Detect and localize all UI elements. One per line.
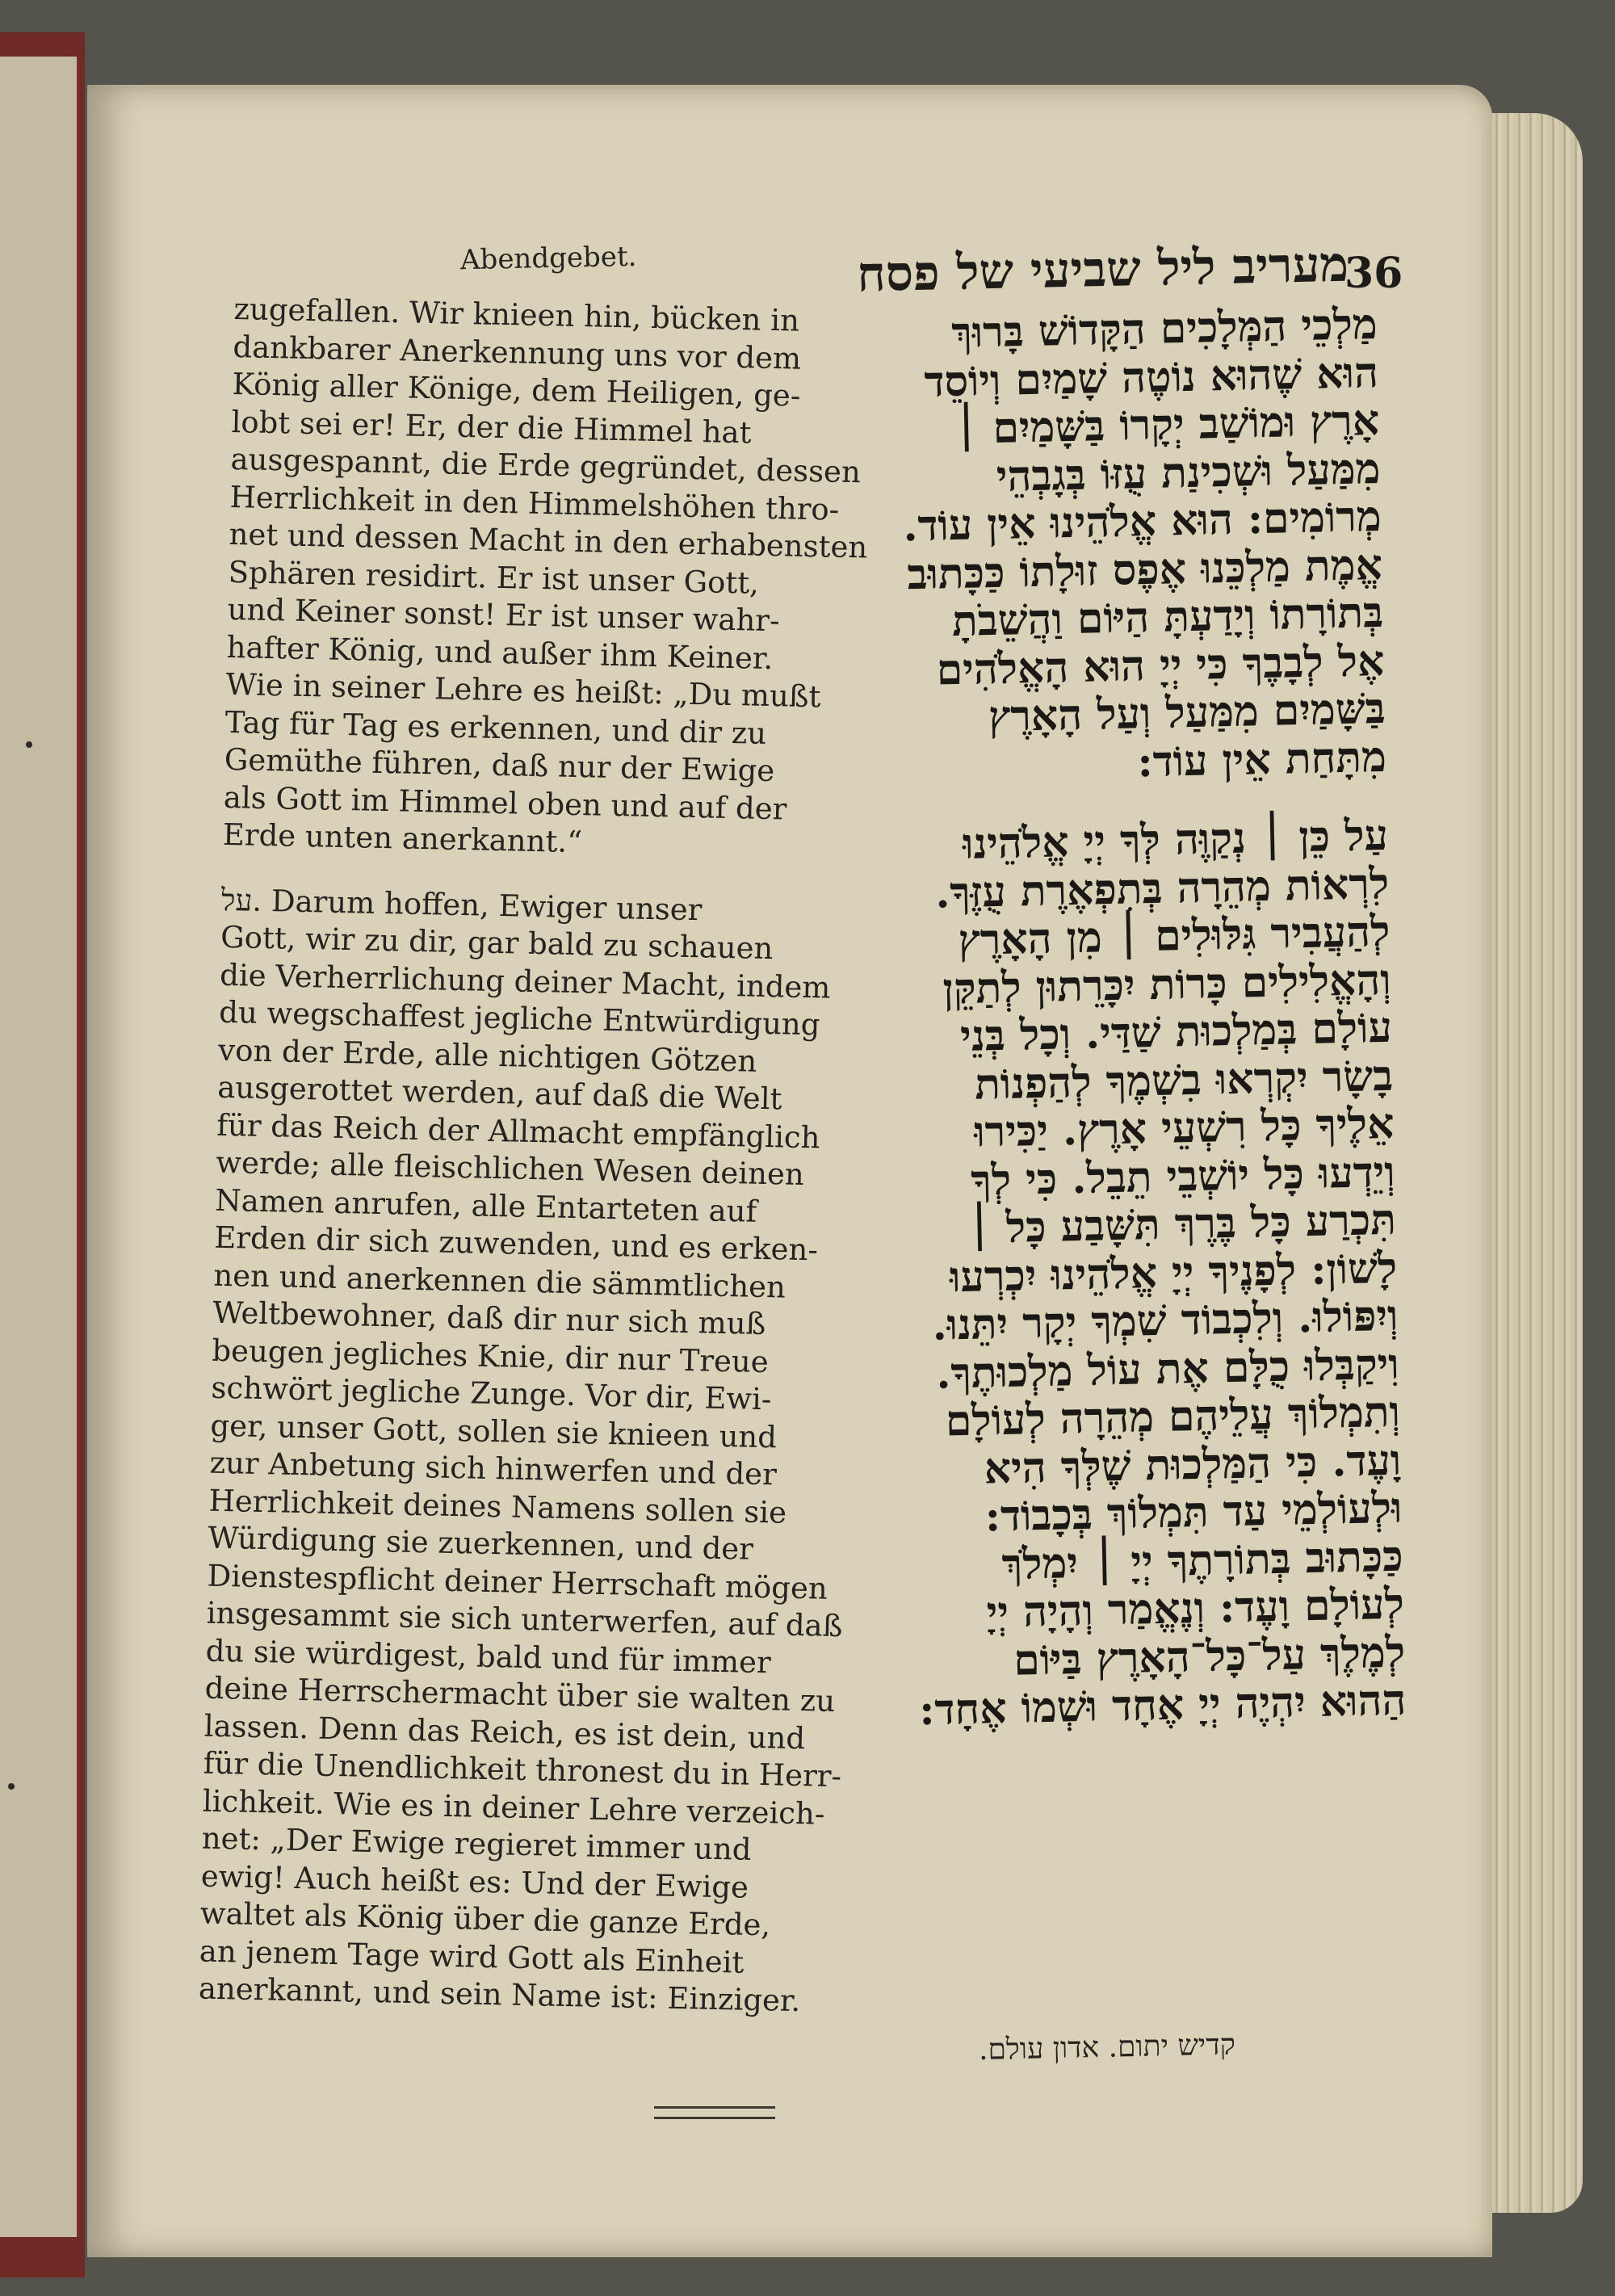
- german-line: du sie würdigest, bald und für immer: [205, 1633, 772, 1680]
- german-line: die Verherrlichung deiner Macht, indem: [219, 957, 831, 1005]
- hebrew-line: לְמֶלֶךְ עַל־כָּל־הָאָרֶץ בַּיּוֹם: [1013, 1627, 1406, 1685]
- german-line: Erde unten anerkannt.“: [222, 816, 583, 860]
- german-line: Wie in seiner Lehre es heißt: „Du mußt: [225, 666, 821, 715]
- hebrew-line: לִרְאוֹת מְהֵרָה בְּתִפְאֶרֶת עֻזֶּךָ.: [934, 858, 1390, 918]
- german-line: Namen anrufen, alle Entarteten auf: [214, 1182, 757, 1229]
- hebrew-line: בְּתוֹרָתוֹ וְיָדַעְתָּ הַיּוֹם וַהֲשֵׁבֹתָ: [951, 587, 1384, 647]
- german-line: nen und anerkennen die sämmtlichen: [213, 1257, 787, 1305]
- hebrew-line: וָעֶד. כִּי הַמַּלְכוּת שֶׁלְּךָ הִיא: [984, 1435, 1402, 1493]
- page-number: 36: [1344, 249, 1403, 298]
- german-line: dankbarer Anerkennung uns vor dem: [233, 329, 802, 376]
- german-line: lichkeit. Wie es in deiner Lehre verzeich-: [202, 1783, 825, 1832]
- german-line: deine Herrschermacht über sie walten zu: [204, 1670, 836, 1719]
- german-line: zur Anbetung sich hinwerfen und der: [209, 1445, 778, 1492]
- german-line: hafter König, und außer ihm Keiner.: [226, 629, 774, 676]
- hebrew-line: מַלְכֵי הַמְּלָכִים הַקָּדוֹשׁ בָּרוּךְ: [950, 300, 1378, 359]
- hebrew-line: הַהוּא יִהְיֶה יְיָ אֶחָד וּשְׁמוֹ אֶחָד:: [918, 1675, 1407, 1736]
- hebrew-line: תִּכְרַע כָּל בֶּרֶךְ תִּשָּׁבַע כָּל ׀: [967, 1194, 1397, 1253]
- german-line: anerkannt, und sein Name ist: Einziger.: [198, 1971, 801, 2019]
- hebrew-line: לָשׁוֹן: לְפָנֶיךָ יְיָ אֱלֹהֵינוּ יִכְרְעוּ: [949, 1243, 1398, 1302]
- german-line: על. Darum hoffen, Ewiger unser: [220, 882, 703, 927]
- german-paragraph-2: [198, 881, 843, 2019]
- hebrew-line: אֶל לְבָבֶךָ כִּי יְיָ הוּא הָאֱלֹהִים: [936, 636, 1385, 695]
- german-line: Würdigung sie zuerkennen, und der: [208, 1520, 754, 1567]
- german-line: Weltbewohner, daß dir nur sich muß: [212, 1295, 766, 1342]
- hebrew-line: אָרֶץ וּמוֹשַׁב יְקָרוֹ בַּשָּׁמַיִם ׀: [954, 395, 1380, 454]
- hebrew-line: וּלְעוֹלְמֵי עַד תִּמְלוֹךְ בְּכָבוֹד:: [984, 1483, 1403, 1542]
- german-line: König aller Könige, dem Heiligen, ge-: [232, 366, 801, 413]
- hebrew-running-head: מעריב ליל שביעי של פסח: [856, 236, 1349, 304]
- margin-mark: [8, 1783, 15, 1790]
- left-page-edge: [0, 57, 79, 2237]
- german-line: als Gott im Himmel oben und auf der: [223, 779, 787, 826]
- german-line: Herrlichkeit deines Namens sollen sie: [208, 1483, 787, 1530]
- german-line: und Keiner sonst! Er ist unser wahr-: [227, 591, 780, 639]
- hebrew-line: אֱמֶת מַלְכֵּנוּ אֶפֶס זוּלָתוֹ כַּכָּתוּב: [906, 539, 1383, 599]
- german-line: ausgerottet werden, auf daß die Welt: [216, 1069, 782, 1117]
- german-line: Gott, wir zu dir, gar bald zu schauen: [220, 919, 774, 967]
- german-line: Gemüthe führen, daß nur der Ewige: [224, 741, 775, 789]
- hebrew-line: כַּכָּתוּב בְּתוֹרָתֶךָ יְיָ ׀ יִמְלֹךְ: [1000, 1531, 1404, 1589]
- hebrew-line: לְעוֹלָם וָעֶד: וְנֶאֱמַר וְהָיָה יְיָ: [986, 1579, 1405, 1638]
- german-line: net und dessen Macht in den erhabensten: [229, 516, 868, 565]
- double-rule-divider: [654, 2106, 775, 2119]
- german-line: Erden dir sich zuwenden, und es erken-: [213, 1219, 819, 1268]
- hebrew-line: מְרוֹמִים: הוּא אֱלֹהֵינוּ אֵין עוֹד.: [902, 491, 1382, 552]
- german-line: für das Reich der Allmacht empfänglich: [216, 1107, 820, 1155]
- hebrew-line: וְיִפּוֹלוּ. וְלִכְבוֹד שִׁמְךָ יְקָר יִתֵּנוּ.: [931, 1291, 1399, 1350]
- hebrew-line: וִיקַבְּלוּ כֻלָּם אֶת עוֹל מַלְכוּתֶךָ.: [935, 1339, 1400, 1399]
- hebrew-line: מִמַּעַל וּשְׁכִינַת עֻזּוֹ בְּגָבְהֵי: [996, 443, 1381, 502]
- hebrew-line: עוֹלָם בְּמַלְכוּת שַׁדַּי. וְכָל בְּנֵי: [959, 1002, 1393, 1061]
- margin-mark: [26, 741, 32, 748]
- german-line: insgesammt sie sich unterwerfen, auf daß: [206, 1595, 843, 1644]
- german-line: Sphären residirt. Er ist unser Gott,: [228, 554, 760, 601]
- german-line: du wegschaffest jegliche Entwürdigung: [218, 994, 820, 1043]
- german-line: beugen jegliches Knie, dir nur Treue: [212, 1333, 770, 1379]
- hebrew-line: בָשָׂר יִקְרְאוּ בִשְׁמֶךָ לְהַפְנוֹת: [974, 1051, 1394, 1110]
- german-line: Herrlichkeit in den Himmelshöhen thro-: [229, 479, 840, 527]
- german-line: werde; alle fleischlichen Wesen deinen: [215, 1144, 805, 1193]
- hebrew-line: וְיֵדְעוּ כָּל יוֹשְׁבֵי תֵבֵל. כִּי לְךָ: [970, 1147, 1396, 1206]
- german-line: ger, unser Gott, sollen sie knieen und: [210, 1408, 778, 1454]
- hebrew-line: בַּשָּׁמַיִם מִמַּעַל וְעַל הָאָרֶץ: [988, 683, 1386, 742]
- german-line: zugefallen. Wir knieen hin, bücken in: [233, 291, 800, 338]
- german-line: Tag für Tag es erkennen, und dir zu: [224, 704, 767, 751]
- hebrew-line: לְהַעֲבִיר גִּלּוּלִים ׀ מִן הָאָרֶץ: [958, 906, 1391, 966]
- hebrew-line: הוּא שֶׁהוּא נוֹטֶה שָׁמַיִם וְיוֹסֵד: [923, 347, 1379, 407]
- german-line: für die Unendlichkeit thronest du in Herr-: [203, 1745, 842, 1794]
- german-running-head: Abendgebet.: [459, 240, 637, 277]
- german-line: an jenem Tage wird Gott als Einheit: [199, 1933, 745, 1980]
- hebrew-line: וְהָאֱלִילִים כָּרוֹת יִכָּרֵתוּן לְתַקֵּן: [942, 955, 1392, 1014]
- german-line: waltet als König über die ganze Erde,: [199, 1895, 771, 1943]
- german-line: net: „Der Ewige regieret immer und: [201, 1820, 752, 1867]
- german-line: lassen. Denn das Reich, es ist dein, und: [203, 1708, 806, 1756]
- german-translation-column: [198, 291, 868, 2020]
- german-line: schwört jegliche Zunge. Vor dir, Ewi-: [211, 1370, 772, 1417]
- german-line: Dienstespflicht deiner Herrschaft mögen: [207, 1558, 828, 1606]
- hebrew-paragraph-1: [795, 300, 1386, 793]
- hebrew-footer-note: קדיש יתום. אדון עולם.: [978, 2028, 1236, 2067]
- german-line: von der Erde, alle nichtigen Götzen: [217, 1032, 757, 1079]
- german-line: lobt sei er! Er, der die Himmel hat: [231, 404, 752, 450]
- hebrew-text-column: [795, 300, 1407, 1736]
- hebrew-line: מִתָּחַת אֵין עוֹד:: [1136, 732, 1387, 787]
- german-paragraph-1: [222, 291, 868, 866]
- german-line: ewig! Auch heißt es: Und der Ewige: [200, 1858, 749, 1905]
- hebrew-line: עַל כֵּן ׀ נְקַוֶּה לְּךָ יְיָ אֱלֹהֵינוּ: [962, 810, 1389, 869]
- hebrew-line: אֵלֶיךָ כָּל רִשְׁעֵי אָרֶץ. יַכִּירוּ: [973, 1098, 1395, 1157]
- german-line: ausgespannt, die Erde gegründet, dessen: [230, 441, 862, 490]
- hebrew-paragraph-2: [806, 812, 1407, 1736]
- hebrew-line: וְתִמְלוֹךְ עֲלֵיהֶם מְהֵרָה לְעוֹלָם: [945, 1387, 1401, 1446]
